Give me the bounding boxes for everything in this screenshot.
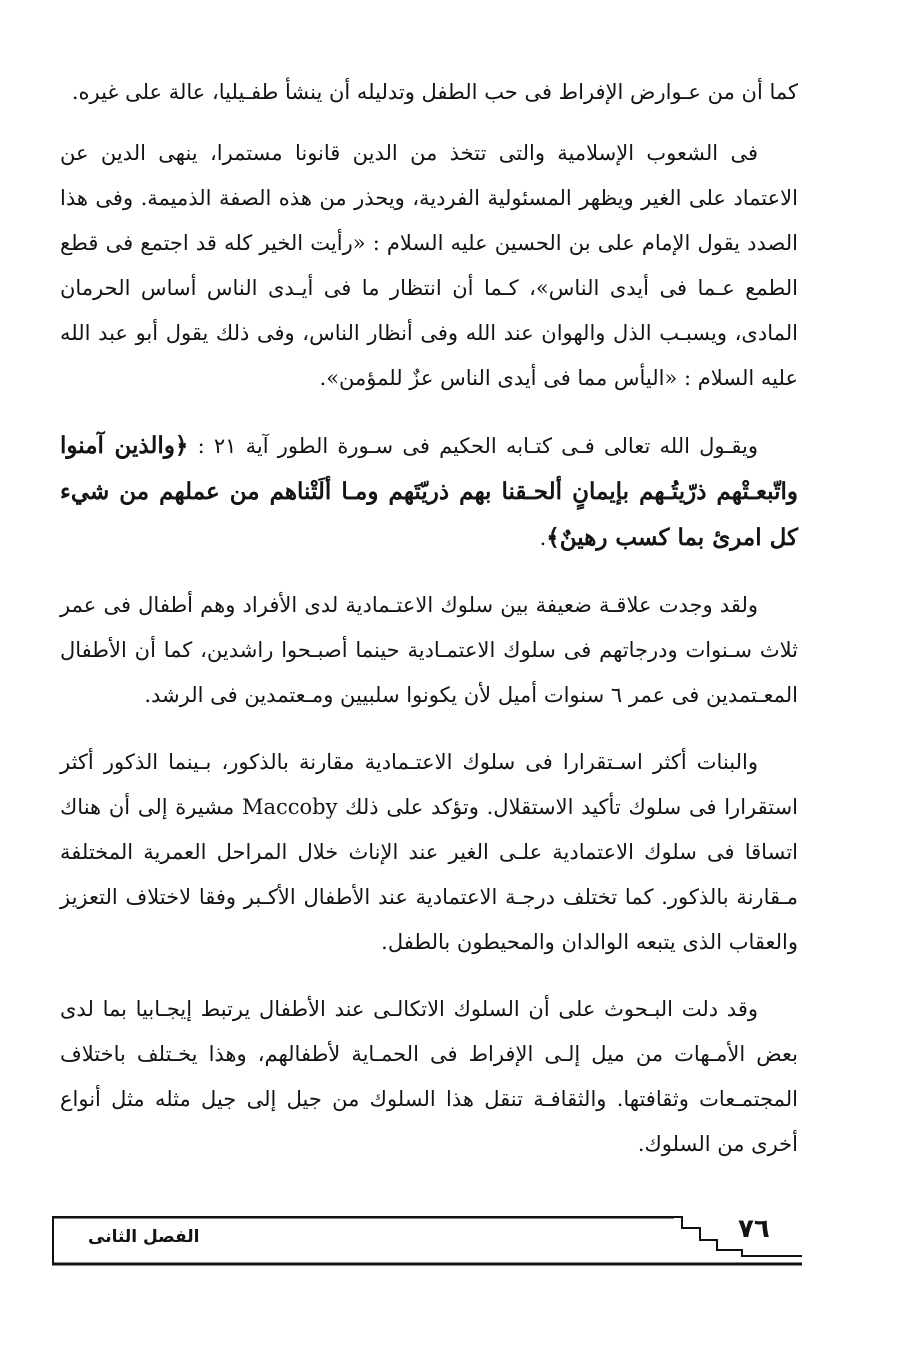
page-number: ٧٦ — [738, 1214, 770, 1244]
quran-end-punct: . — [539, 526, 547, 550]
paragraph-4: ولقد وجدت علاقـة ضعيفة بين سلوك الاعتـمادية لدى الأفراد وهم أطفال فى عمر ثلاث سـنوات ودرجاتهم فى سلوك الاعتمـادية حينما أصبـحوا راشدين، كما أن الأطفال المعـتمدين فى عمر ٦ سنوات أميل لأن يكونوا سلبيين ومـعتمدين فى الرشد. — [60, 593, 798, 707]
paragraph-3-quran — [60, 423, 798, 561]
paragraph-6: وقد دلت البـحوث على أن السلوك الاتكالـى عند الأطفال يرتبط إيجـابيا بما لدى بعض الأمـهات من ميل إلـى الإفراط فى الحمـاية لأطفالهم، وهذا يخـتلف باختلاف المجتمـعات وثقافتها. والثقافـة تنقل هذا السلوك من جيل إلى جيل مثله مثل أنواع أخرى من السلوك. — [60, 997, 798, 1156]
quran-intro-text: ويقـول الله تعالى فـى كتـابه الحكيم فى سـورة الطور آية ٢١ : — [188, 434, 758, 458]
paragraph-2: فى الشعوب الإسلامية والتى تتخذ من الدين قانونا مستمرا، ينهى الدين عن الاعتماد على الغير ويظهر المسئولية الفردية، ويحذر من هذه الصفة الذميمة. وفى هذا الصدد يقول الإمام على بن الحسين عليه السلام : «رأيت الخير كله قد اجتمع فى قطع الطمع عـما فى أيدى الناس»، كـما أن انتظار ما فى أيـدى الناس أساس الحرمان المادى، ويسبـب الذل والهوان عند الله وفى أنظار الناس، وفى ذلك يقول أبو عبد الله عليه السلام : «اليأس مما فى أيدى الناس عزٌ للمؤمن». — [60, 141, 798, 390]
chapter-title: الفصل الثانى — [88, 1227, 200, 1247]
page-body — [60, 70, 798, 1189]
quran-verse: ﴿والذين آمنوا واتّبعـتْهم ذرّيتُـهم بإيمانٍ ألحـقنا بهم ذريّتَهم ومـا ألَتْناهم من عملهم من شيء كل امرئ بما كسب رهينٌ﴾ — [60, 432, 798, 551]
paragraph-5: والبنات أكثر اسـتقرارا فى سلوك الاعتـمادية مقارنة بالذكور، بـينما الذكور أكثر استقرارا فى سلوك تأكيد الاستقلال. وتؤكد على ذلك Maccoby مشيرة إلى أن هناك اتساقا فى سلوك الاعتمادية علـى الغير عند الإناث خلال المراحل العمرية المختلفة مـقارنة بالذكور. كما تختلف درجـة الاعتمادية عند الأطفال الأكـبر وفقا لاختلاف التعزيز والعقاب الذى يتبعه الوالدان والمحيطون بالطفل. — [60, 750, 798, 954]
paragraph-1: كما أن من عـوارض الإفراط فى حب الطفل وتدليله أن ينشأ طفـيليا، عالة على غيره. — [71, 80, 798, 104]
